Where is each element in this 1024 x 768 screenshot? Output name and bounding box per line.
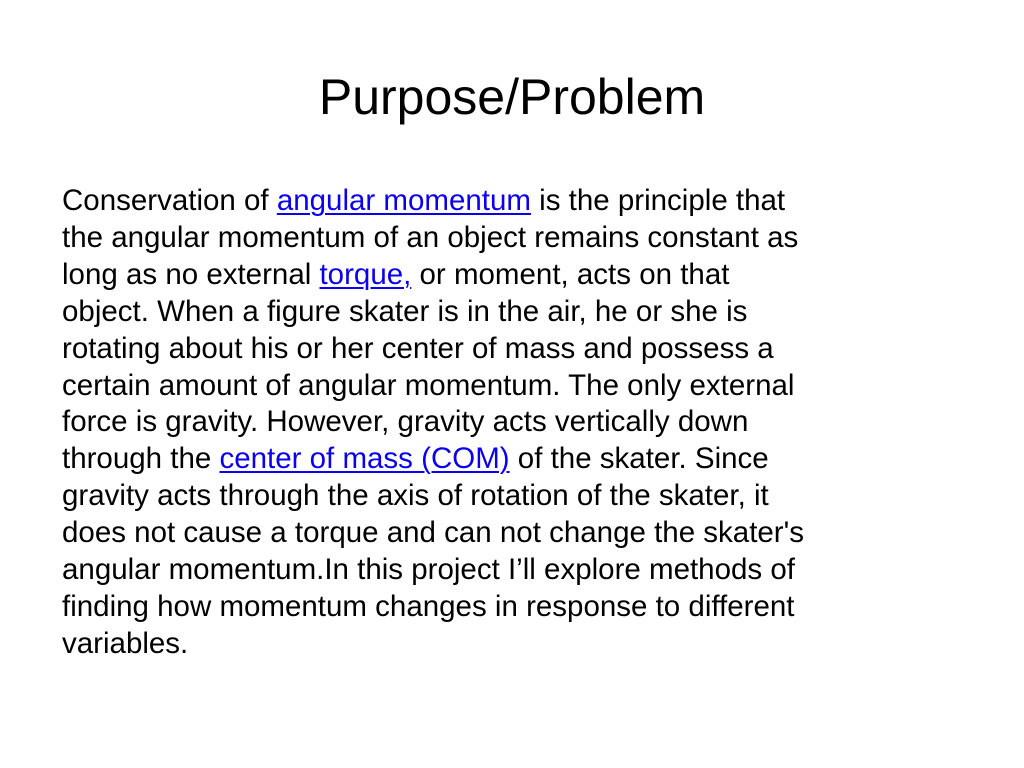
torque-link[interactable]: torque,: [319, 257, 412, 291]
text-line: [62, 441, 967, 478]
text-line: rotating about his or her center of mass and possess a: [62, 331, 774, 365]
body-text-segment: through the: [62, 442, 220, 476]
body-text-segment: long as no external: [62, 257, 320, 291]
text-line: the angular momentum of an object remains constant as: [62, 220, 799, 254]
text-line: variables.: [62, 626, 189, 660]
body-text-segment: Conservation of: [62, 184, 277, 217]
center-of-mass-link[interactable]: center of mass (COM): [219, 442, 510, 476]
body-text-segment: of the skater. Since: [509, 442, 769, 476]
text-line: [62, 257, 967, 294]
text-line: object. When a figure skater is in the air, he or she is: [62, 294, 748, 328]
slide-body-paragraph: [62, 183, 967, 663]
text-line: angular momentum.In this project I’ll explore methods of: [62, 553, 795, 587]
text-line: does not cause a torque and can not change the skater's: [62, 516, 805, 550]
body-text-segment: or moment, acts on that: [411, 257, 730, 291]
text-line: [62, 183, 967, 220]
text-line: gravity acts through the axis of rotation of the skater, it: [62, 479, 769, 513]
slide-title: Purpose/Problem: [318, 69, 706, 125]
text-line: certain amount of angular momentum. The only external: [62, 368, 795, 402]
body-text-segment: is the principle that: [530, 184, 786, 217]
text-line: finding how momentum changes in response to different: [62, 589, 795, 623]
text-line: force is gravity. However, gravity acts vertically down: [62, 405, 749, 439]
angular-momentum-link[interactable]: angular momentum: [276, 184, 531, 217]
